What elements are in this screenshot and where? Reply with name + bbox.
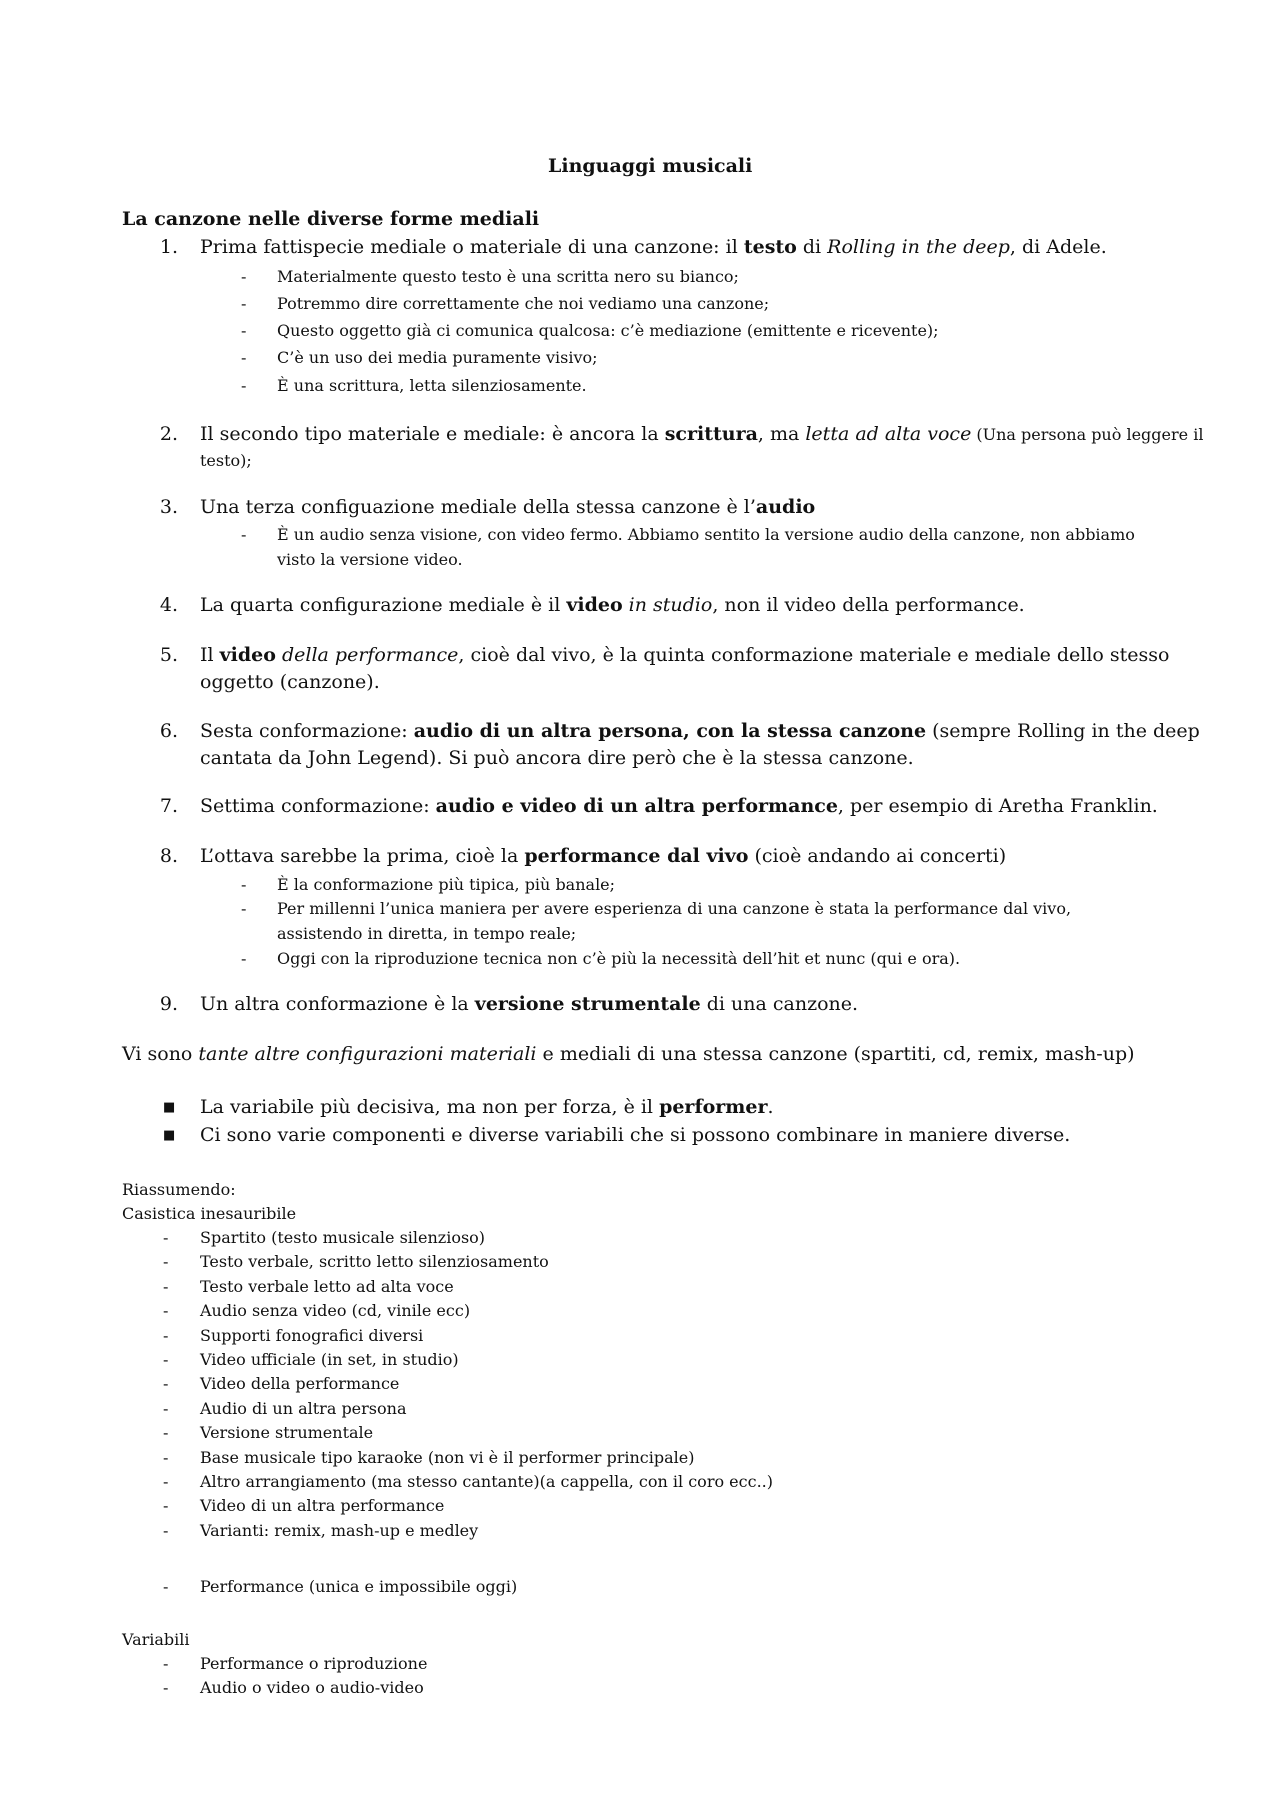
variabili-item: Performance o riproduzione bbox=[200, 1654, 428, 1673]
square-bullet-item: Ci sono varie componenti e diverse variabili che si possono combinare in maniere diverse. bbox=[200, 1124, 1071, 1146]
list-item: Prima fattispecie mediale o materiale di una canzone: il testo di Rolling in the deep, di Adele. bbox=[200, 236, 1107, 258]
sub-bullet-continuation: assistendo in diretta, in tempo reale; bbox=[277, 924, 577, 943]
casistica-item: Video di un altra performance bbox=[200, 1496, 445, 1515]
bullet-dash: - bbox=[241, 348, 247, 367]
list-item: Una terza configuazione mediale della stessa canzone è l’audio bbox=[200, 496, 816, 518]
list-number: 1. bbox=[159, 236, 178, 258]
bullet-dash: - bbox=[163, 1472, 169, 1491]
sub-bullet: È la conformazione più tipica, più banale; bbox=[277, 875, 616, 894]
bullet-dash: - bbox=[241, 376, 247, 395]
bullet-dash: - bbox=[241, 949, 247, 968]
casistica-item: Audio senza video (cd, vinile ecc) bbox=[200, 1301, 471, 1320]
bullet-dash: - bbox=[163, 1577, 169, 1596]
list-item-continuation: cantata da John Legend). Si può ancora dire però che è la stessa canzone. bbox=[200, 747, 914, 769]
bullet-dash: - bbox=[241, 875, 247, 894]
summary-line: Vi sono tante altre configurazioni materiali e mediali di una stessa canzone (spartiti, cd, remix, mash-up) bbox=[122, 1043, 1135, 1065]
square-bullet-icon: ■ bbox=[163, 1100, 176, 1115]
bullet-dash: - bbox=[163, 1252, 169, 1271]
bullet-dash: - bbox=[241, 294, 247, 313]
bullet-dash: - bbox=[163, 1399, 169, 1418]
list-item: L’ottava sarebbe la prima, cioè la performance dal vivo (cioè andando ai concerti) bbox=[200, 845, 1007, 867]
variabili-item: Audio o video o audio-video bbox=[200, 1678, 424, 1697]
sub-bullet: Materialmente questo testo è una scritta nero su bianco; bbox=[277, 267, 739, 286]
list-number: 5. bbox=[159, 644, 178, 666]
casistica-item: Video ufficiale (in set, in studio) bbox=[200, 1350, 459, 1369]
bullet-dash: - bbox=[241, 899, 247, 918]
list-number: 9. bbox=[159, 993, 178, 1015]
sub-bullet-continuation: visto la versione video. bbox=[277, 550, 463, 569]
section-heading: La canzone nelle diverse forme mediali bbox=[122, 208, 540, 230]
sub-bullet: Potremmo dire correttamente che noi vediamo una canzone; bbox=[277, 294, 770, 313]
bullet-dash: - bbox=[163, 1496, 169, 1515]
list-item-continuation: oggetto (canzone). bbox=[200, 671, 380, 693]
bullet-dash: - bbox=[163, 1277, 169, 1296]
casistica-item: Performance (unica e impossibile oggi) bbox=[200, 1577, 518, 1596]
list-item: Il video della performance, cioè dal vivo, è la quinta conformazione materiale e mediale dello stesso bbox=[200, 644, 1170, 666]
bullet-dash: - bbox=[163, 1521, 169, 1540]
bullet-dash: - bbox=[241, 525, 247, 544]
sub-bullet: Oggi con la riproduzione tecnica non c’è più la necessità dell’hit et nunc (qui e ora). bbox=[277, 949, 961, 968]
sub-bullet: Per millenni l’unica maniera per avere esperienza di una canzone è stata la performance dal vivo, bbox=[277, 899, 1072, 918]
list-number: 6. bbox=[159, 720, 178, 742]
riassumendo-label: Riassumendo: bbox=[122, 1180, 236, 1199]
casistica-item: Audio di un altra persona bbox=[200, 1399, 407, 1418]
page-title: Linguaggi musicali bbox=[548, 155, 753, 177]
bullet-dash: - bbox=[241, 321, 247, 340]
list-item: Un altra conformazione è la versione strumentale di una canzone. bbox=[200, 993, 859, 1015]
list-item: Settima conformazione: audio e video di un altra performance, per esempio di Aretha Franklin. bbox=[200, 795, 1158, 817]
list-number: 4. bbox=[159, 594, 178, 616]
square-bullet-icon: ■ bbox=[163, 1128, 176, 1143]
casistica-item: Versione strumentale bbox=[200, 1423, 374, 1442]
bullet-dash: - bbox=[163, 1350, 169, 1369]
casistica-item: Spartito (testo musicale silenzioso) bbox=[200, 1228, 486, 1247]
bullet-dash: - bbox=[163, 1301, 169, 1320]
list-item-continuation: testo); bbox=[200, 451, 252, 470]
list-number: 2. bbox=[159, 423, 178, 445]
casistica-item: Testo verbale letto ad alta voce bbox=[200, 1277, 454, 1296]
list-number: 8. bbox=[159, 845, 178, 867]
bullet-dash: - bbox=[163, 1326, 169, 1345]
bullet-dash: - bbox=[163, 1448, 169, 1467]
sub-bullet: Questo oggetto già ci comunica qualcosa: c’è mediazione (emittente e ricevente); bbox=[277, 321, 939, 340]
bullet-dash: - bbox=[163, 1423, 169, 1442]
list-item: Sesta conformazione: audio di un altra persona, con la stessa canzone (sempre Rolling in the deep bbox=[200, 720, 1200, 742]
list-item: La quarta configurazione mediale è il video in studio, non il video della performance. bbox=[200, 594, 1025, 616]
bullet-dash: - bbox=[163, 1678, 169, 1697]
sub-bullet: È una scrittura, letta silenziosamente. bbox=[277, 376, 587, 395]
casistica-item: Supporti fonografici diversi bbox=[200, 1326, 424, 1345]
bullet-dash: - bbox=[163, 1374, 169, 1393]
list-item: Il secondo tipo materiale e mediale: è ancora la scrittura, ma letta ad alta voce (Una persona può leggere il bbox=[200, 423, 1204, 445]
list-number: 7. bbox=[159, 795, 178, 817]
casistica-item: Video della performance bbox=[200, 1374, 400, 1393]
list-number: 3. bbox=[159, 496, 178, 518]
casistica-item: Testo verbale, scritto letto silenziosamento bbox=[200, 1252, 549, 1271]
sub-bullet: È un audio senza visione, con video fermo. Abbiamo sentito la versione audio della canzone, non abbiamo bbox=[277, 525, 1135, 544]
casistica-heading: Casistica inesauribile bbox=[122, 1204, 297, 1223]
sub-bullet: C’è un uso dei media puramente visivo; bbox=[277, 348, 598, 367]
bullet-dash: - bbox=[163, 1228, 169, 1247]
casistica-item: Base musicale tipo karaoke (non vi è il performer principale) bbox=[200, 1448, 695, 1467]
casistica-item: Altro arrangiamento (ma stesso cantante)(a cappella, con il coro ecc..) bbox=[200, 1472, 773, 1491]
bullet-dash: - bbox=[163, 1654, 169, 1673]
square-bullet-item: La variabile più decisiva, ma non per forza, è il performer. bbox=[200, 1096, 774, 1118]
variabili-heading: Variabili bbox=[122, 1630, 190, 1649]
casistica-item: Varianti: remix, mash-up e medley bbox=[200, 1521, 479, 1540]
bullet-dash: - bbox=[241, 267, 247, 286]
